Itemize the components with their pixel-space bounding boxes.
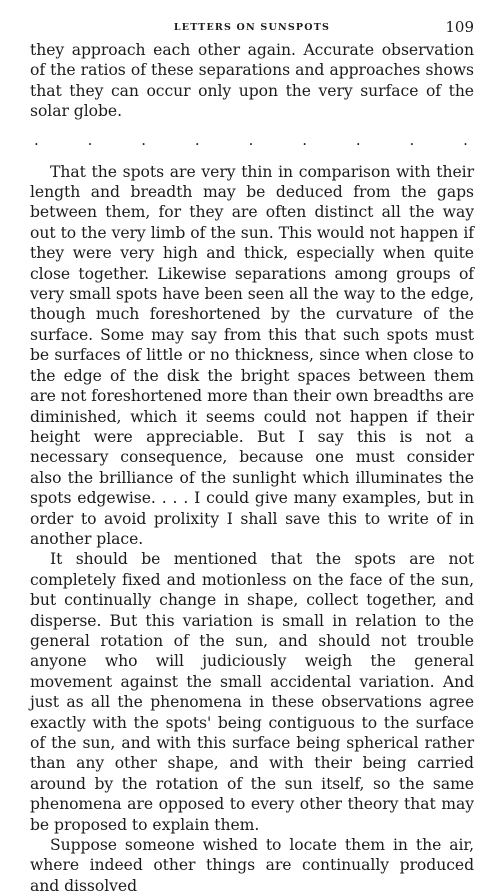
paragraph-continued: they approach each other again. Accurate observation of the ratios of these separations and approaches shows that they can occur only upon the very surface of the solar globe.	[30, 41, 474, 121]
paragraph-spots-thin: That the spots are very thin in comparison with their length and breadth may be deduced from the gaps between them, for they are often distinct all the way out to the very limb of the sun. This would not happen if they were very high and thick, especially when quite close together. Likewise separations among groups of very small spots have been seen all the way to the edge, though much foreshortened by the curvature of the surface. Some may say from this that such spots must be surfaces of little or no thickness, since when close to the edge of the disk the bright spaces between them are not foreshortened more than their own breadths are diminished, which it seems could not happen if their height were appreciable. But I say this is not a necessary consequence, because one must consider also the brilliance of the sunlight which illuminates the spots edgewise. . . . I could give many examples, but in order to avoid prolixity I shall save this to write of in another place.	[30, 162, 474, 548]
ellipsis-dot-row	[30, 130, 474, 149]
ellipsis-dot: .	[463, 130, 468, 149]
ellipsis-dot: .	[355, 130, 361, 149]
running-title: LETTERS ON SUNSPOTS	[173, 22, 331, 33]
ellipsis-dot: .	[409, 130, 415, 149]
ellipsis-dot: .	[87, 130, 93, 149]
ellipsis-dot: .	[34, 130, 39, 149]
paragraph-spots-not-fixed: It should be mentioned that the spots are not completely fixed and motionless on the face of the sun, but continually change in shape, collect together, and disperse. But this variation is small in relation to the general rotation of the sun, and should not trouble anyone who will judiciously weigh the general movement against the small accidental variation. And just as all the phenomena in these observations agree exactly with the spots' being contiguous to the surface of the sun, and with this surface being spherical rather than any other shape, and with their being carried around by the rotation of the sun itself, so the same phenomena are opposed to every other theory that may be proposed to explain them.	[30, 550, 474, 834]
paragraph-spots-in-air: Suppose someone wished to locate them in the air, where indeed other things are continually produced and dissolved	[30, 836, 474, 895]
ellipsis-dot: .	[248, 130, 254, 149]
ellipsis-dot: .	[141, 130, 147, 149]
ellipsis-dot: .	[302, 130, 307, 149]
book-page	[30, 18, 474, 896]
page-number: 109	[445, 18, 474, 36]
ellipsis-dot: .	[194, 130, 200, 149]
running-head	[30, 18, 474, 40]
